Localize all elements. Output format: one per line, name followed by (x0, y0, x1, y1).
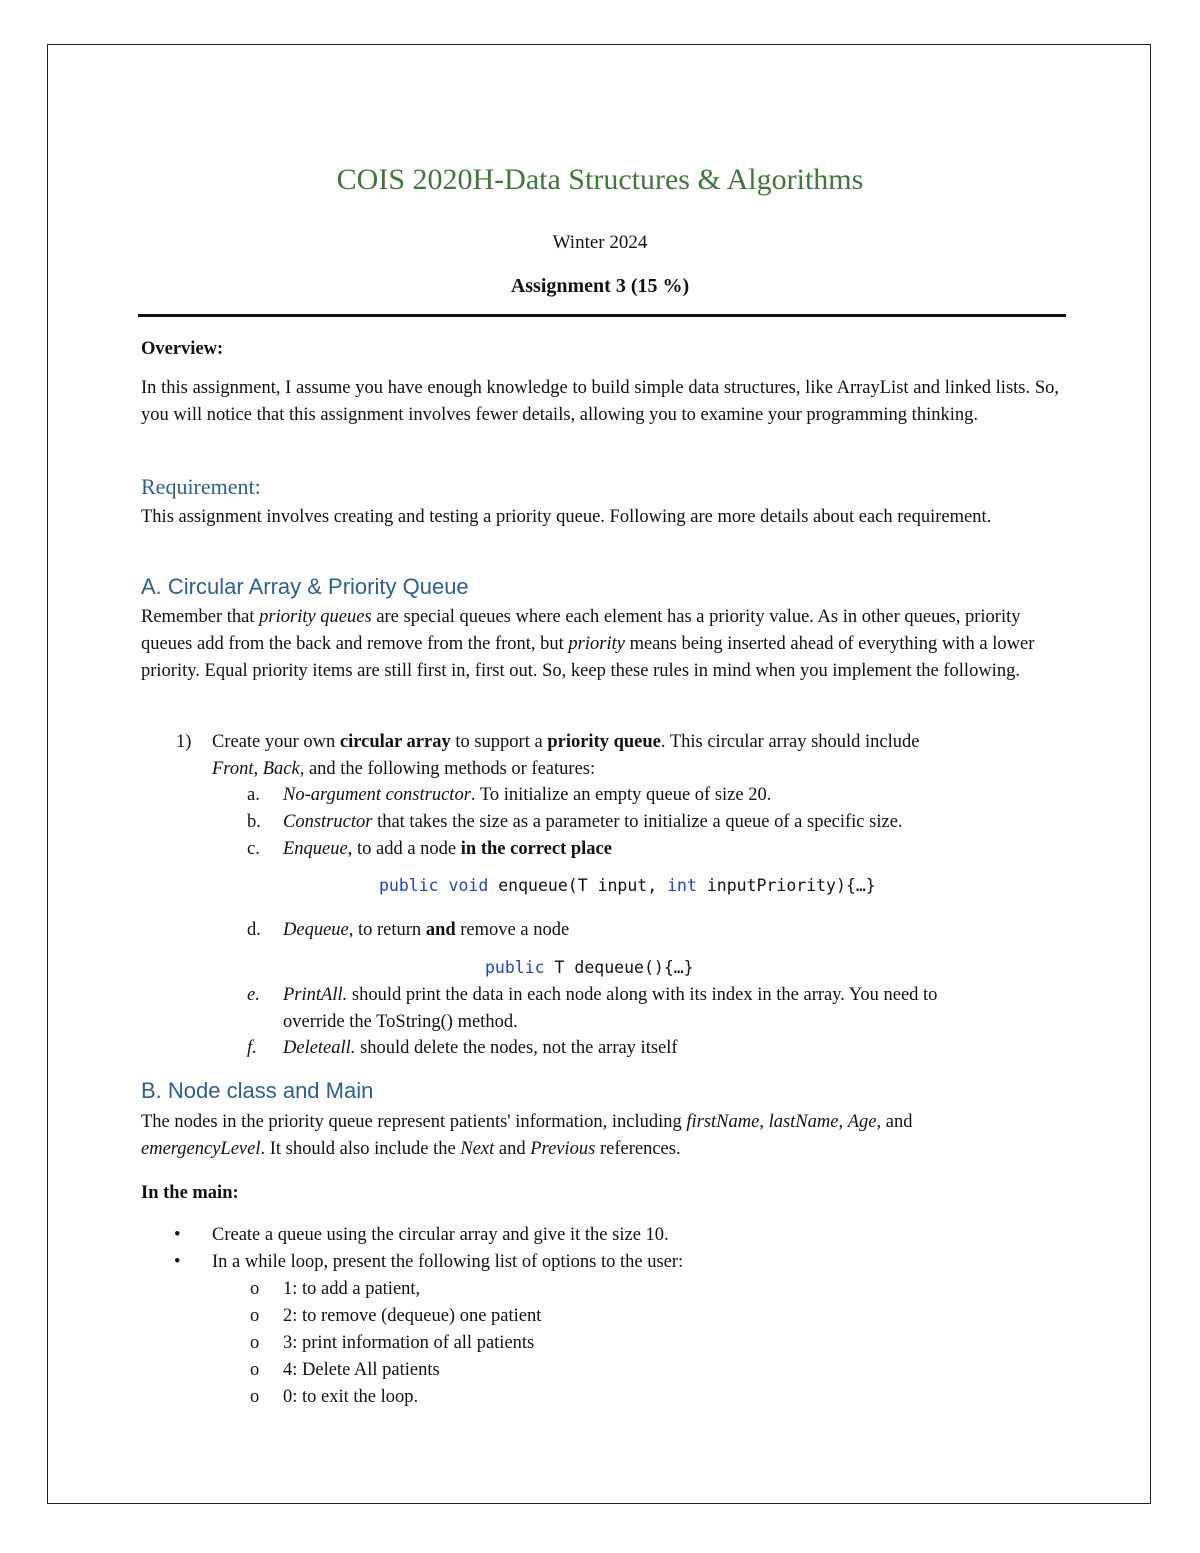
main-heading: In the main: (141, 1183, 239, 1203)
bullet-icon: • (174, 1225, 181, 1245)
item-b-label: b. (247, 812, 261, 832)
option-item: 3: print information of all patients (283, 1333, 535, 1353)
option-item: 4: Delete All patients (283, 1360, 440, 1380)
item-e-text: PrintAll. should print the data in each node along with its index in the array. You need to override the ToString() method. (283, 985, 938, 1032)
assignment-title: Assignment 3 (15 %) (510, 275, 690, 297)
item-a-text: No-argument constructor. To initialize an empty queue of size 20. (283, 785, 772, 805)
item-b-text: Constructor that takes the size as a parameter to initialize a queue of a specific size. (283, 812, 903, 832)
item-c-text: Enqueue, to add a node in the correct place (283, 839, 612, 859)
course-title: COIS 2020H-Data Structures & Algorithms (336, 163, 864, 196)
sub-bullet-icon: o (250, 1387, 260, 1407)
overview-text: In this assignment, I assume you have enough knowledge to build simple data structures, like ArrayList and linked lists. So, you will notice that this assignment involves fewer details, allowing you to examine your programming thinking. (141, 378, 1059, 425)
bullet-icon: • (174, 1252, 181, 1272)
enqueue-signature: public void enqueue(T input, int inputPriority){…} (379, 876, 876, 895)
item-1-number: 1) (176, 732, 192, 752)
bullet-item: Create a queue using the circular array and give it the size 10. (212, 1225, 669, 1245)
section-b-paragraph: The nodes in the priority queue represent patients' information, including firstName, lastName, Age, and emergencyLevel. It should also include the Next and Previous references. (141, 1112, 913, 1159)
sub-bullet-icon: o (250, 1306, 260, 1326)
sub-bullet-icon: o (250, 1360, 260, 1380)
item-f-label: f. (247, 1038, 257, 1058)
item-a-label: a. (247, 785, 260, 805)
item-e-label: e. (247, 985, 260, 1005)
section-a-heading: A. Circular Array & Priority Queue (141, 574, 469, 599)
requirement-text: This assignment involves creating and testing a priority queue. Following are more details about each requirement. (141, 507, 992, 527)
item-c-label: c. (247, 839, 260, 859)
section-a-paragraph: Remember that priority queues are special queues where each element has a priority value. As in other queues, priority queues add from the back and remove from the front, but priority means being inserted ahead of everything with a lower priority. Equal priority items are still first in, first out. So, keep these rules in mind when you implement the following. (141, 607, 1035, 681)
option-item: 1: to add a patient, (283, 1279, 421, 1299)
item-d-text: Dequeue, to return and remove a node (283, 920, 570, 940)
requirement-heading: Requirement: (141, 474, 261, 499)
dequeue-signature: public T dequeue(){…} (485, 958, 694, 977)
section-b-heading: B. Node class and Main (141, 1078, 374, 1103)
sub-bullet-icon: o (250, 1333, 260, 1353)
term: Winter 2024 (552, 232, 648, 253)
item-d-label: d. (247, 920, 261, 940)
option-item: 2: to remove (dequeue) one patient (283, 1306, 542, 1326)
sub-bullet-icon: o (250, 1279, 260, 1299)
title-divider (138, 314, 1066, 317)
item-1-text: Create your own circular array to support a priority queue. This circular array should include Front, Back, and the following methods or features: (212, 732, 920, 779)
item-f-text: Deleteall. should delete the nodes, not the array itself (283, 1038, 678, 1058)
overview-heading: Overview: (141, 339, 224, 359)
bullet-item: In a while loop, present the following list of options to the user: (212, 1252, 684, 1272)
option-item: 0: to exit the loop. (283, 1387, 419, 1407)
